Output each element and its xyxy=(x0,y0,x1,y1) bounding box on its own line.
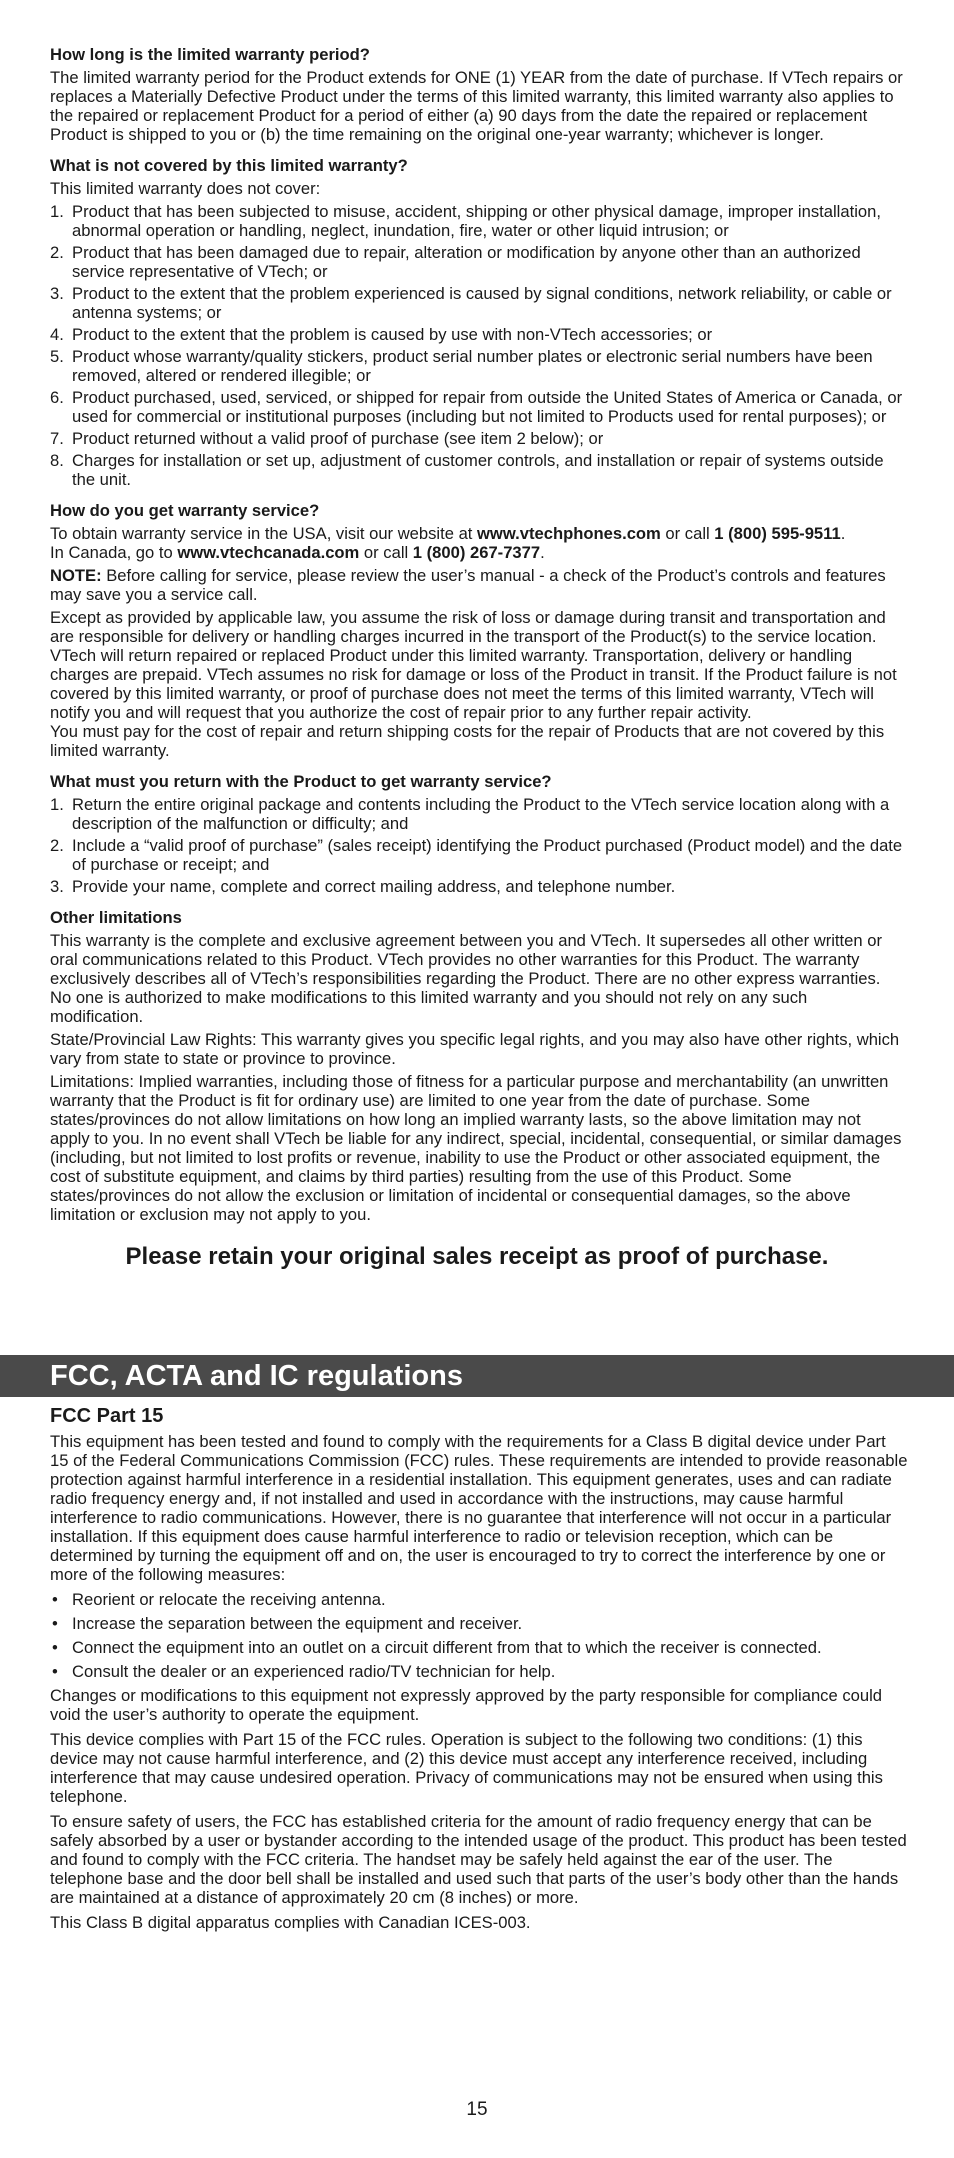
rf-safety-paragraph: To ensure safety of users, the FCC has established criteria for the amount of radio frequency energy that can be safely absorbed by a user or bystander according to the intended usage of the product. This product has been tested and found to comply with the FCC criteria. The handset may be safely held against the ear of the user. The telephone base and the door bell shall be installed and used such that parts of the user’s body other than the hands are maintained at a distance of approximately 20 cm (8 inches) or more. xyxy=(50,1812,907,1907)
list-number: 5. xyxy=(50,347,64,366)
list-text: Product returned without a valid proof of purchase (see item 2 below); or xyxy=(72,429,604,448)
usa-phone: 1 (800) 595-9511 xyxy=(714,524,841,543)
list-item xyxy=(50,325,904,344)
limitations-paragraph: Limitations: Implied warranties, including those of fitness for a particular purpose and merchantability (an unwritten warranty that the Product is fit for ordinary use) are limited to one year from the date of purchase. Some states/provinces do not allow limitations on how long an implied warranty lasts, so the above limitation may not apply to you. In no event shall VTech be liable for any indirect, special, incidental, consequential, or similar damages (including, but not limited to lost profits or revenue, inability to use the Product or other associated equipment, the cost of substitute equipment, and claims by third parties) resulting from the use of this Product. Some states/provinces do not allow the exclusion or limitation of incidental or consequential damages, so the above limitation or exclusion may not apply to you. xyxy=(50,1072,902,1224)
must-return-heading: What must you return with the Product to get warranty service? xyxy=(50,772,552,791)
list-item xyxy=(50,795,904,833)
list-item xyxy=(50,1614,908,1633)
list-item xyxy=(50,429,904,448)
fcc-section-banner xyxy=(0,1355,954,1397)
list-text: Charges for installation or set up, adjustment of customer controls, and installation or repair of systems outside the unit. xyxy=(72,451,884,489)
not-covered-intro: This limited warranty does not cover: xyxy=(50,179,321,198)
canada-mid: or call xyxy=(359,543,413,562)
ices-paragraph: This Class B digital apparatus complies with Canadian ICES-003. xyxy=(50,1913,531,1932)
list-item xyxy=(50,836,904,874)
usa-end: . xyxy=(840,524,846,543)
list-number: 2. xyxy=(50,243,64,262)
list-number: 1. xyxy=(50,202,64,221)
fcc-compliance-paragraph: This equipment has been tested and found to comply with the requirements for a Class B digital device under Part 15 of the Federal Communications Commission (FCC) rules. These requirements are intended to provide reasonable protection against harmful interference in a residential installation. This equipment generates, uses and can radiate radio frequency energy and, if not installed and used in accordance with the instructions, may cause harmful interference to radio communications. However, there is no guarantee that interference will not occur in a particular installation. If this equipment does cause harmful interference to radio or television reception, which can be determined by turning the equipment off and on, the user is encouraged to try to correct the interference by one or more of the following measures: xyxy=(50,1432,908,1584)
canada-phone: 1 (800) 267-7377 xyxy=(412,543,541,562)
repair-cost-paragraph: You must pay for the cost of repair and return shipping costs for the repair of Products that are not covered by this limited warranty. xyxy=(50,722,885,760)
list-number: 3. xyxy=(50,284,64,303)
usa-prefix: To obtain warranty service in the USA, visit our website at xyxy=(50,524,478,543)
list-number: 1. xyxy=(50,795,64,814)
service-note xyxy=(50,566,904,604)
list-item xyxy=(50,877,904,896)
canada-website-link[interactable]: www.vtechcanada.com xyxy=(177,543,360,562)
not-covered-heading: What is not covered by this limited warranty? xyxy=(50,156,408,175)
list-text: Product whose warranty/quality stickers, product serial number plates or electronic serial numbers have been removed, altered or rendered illegible; or xyxy=(72,347,873,385)
list-item xyxy=(50,1590,908,1609)
list-number: 6. xyxy=(50,388,64,407)
warranty-period-heading: How long is the limited warranty period? xyxy=(50,45,370,64)
law-rights-paragraph: State/Provincial Law Rights: This warranty gives you specific legal rights, and you may also have other rights, which vary from state to state or province to province. xyxy=(50,1030,900,1068)
not-covered-section xyxy=(50,156,904,489)
canada-end: . xyxy=(540,543,545,562)
usa-website-link[interactable]: www.vtechphones.com xyxy=(477,524,661,543)
modifications-paragraph: Changes or modifications to this equipment not expressly approved by the party responsible for compliance could void the user’s authority to operate the equipment. xyxy=(50,1686,882,1724)
list-item xyxy=(50,451,904,489)
agreement-paragraph: This warranty is the complete and exclusive agreement between you and VTech. It supersedes all other written or oral communications related to this Product. VTech provides no other warranties for this Product. The warranty exclusively describes all of VTech’s responsibilities regarding the Product. There are no other express warranties. No one is authorized to make modifications to this limited warranty and you should not rely on any such modification. xyxy=(50,931,882,1026)
list-item xyxy=(50,388,904,426)
list-number: 3. xyxy=(50,877,64,896)
other-limitations-heading: Other limitations xyxy=(50,908,182,927)
get-service-heading: How do you get warranty service? xyxy=(50,501,320,520)
list-item xyxy=(50,347,904,385)
fcc-measures-list xyxy=(50,1590,908,1681)
list-text: Product that has been subjected to misuse, accident, shipping or other physical damage, improper installation, abnormal operation or handling, neglect, inundation, fire, water or other liquid intrusion; or xyxy=(72,202,881,240)
list-number: 8. xyxy=(50,451,64,470)
canada-prefix: In Canada, go to xyxy=(50,543,178,562)
list-item xyxy=(50,202,904,240)
note-text: Before calling for service, please review the user’s manual - a check of the Product’s controls and features may save you a service call. xyxy=(50,566,886,604)
list-text: Return the entire original package and contents including the Product to the VTech service location along with a description of the malfunction or difficulty; and xyxy=(72,795,890,833)
bullet-icon: • xyxy=(52,1614,58,1633)
get-service-section xyxy=(50,501,904,760)
list-text: Product to the extent that the problem is caused by use with non-VTech accessories; or xyxy=(72,325,713,344)
list-number: 2. xyxy=(50,836,64,855)
note-label: NOTE: xyxy=(50,566,102,585)
bullet-icon: • xyxy=(52,1590,58,1609)
list-number: 4. xyxy=(50,325,64,344)
must-return-list xyxy=(50,795,904,896)
list-text: Increase the separation between the equipment and receiver. xyxy=(72,1614,523,1633)
list-text: Reorient or relocate the receiving antenna. xyxy=(72,1590,386,1609)
list-text: Consult the dealer or an experienced radio/TV technician for help. xyxy=(72,1662,556,1681)
page-number: 15 xyxy=(466,2099,488,2120)
usa-service-line xyxy=(50,524,904,562)
list-text: Include a “valid proof of purchase” (sales receipt) identifying the Product purchased (Product model) and the date of purchase or receipt; and xyxy=(72,836,903,874)
list-text: Product to the extent that the problem experienced is caused by signal conditions, network reliability, or cable or antenna systems; or xyxy=(72,284,892,322)
list-number: 7. xyxy=(50,429,64,448)
not-covered-list xyxy=(50,202,904,489)
conditions-paragraph: This device complies with Part 15 of the FCC rules. Operation is subject to the following two conditions: (1) this device may not cause harmful interference, and (2) this device must accept any interference received, including interference that may cause undesired operation. Privacy of communications may not be ensured when using this telephone. xyxy=(50,1730,883,1806)
list-item xyxy=(50,284,904,322)
other-limitations-section xyxy=(50,908,904,1224)
must-return-section xyxy=(50,772,904,896)
fcc-part15-heading: FCC Part 15 xyxy=(50,1405,164,1427)
fcc-part15-section xyxy=(50,1404,908,1938)
usa-mid: or call xyxy=(660,524,715,543)
list-text: Connect the equipment into an outlet on a circuit different from that to which the receiver is connected. xyxy=(72,1638,822,1657)
bullet-icon: • xyxy=(52,1662,58,1681)
list-item xyxy=(50,1662,908,1681)
retain-receipt-notice: Please retain your original sales receipt as proof of purchase. xyxy=(125,1243,829,1270)
warranty-period-section xyxy=(50,45,904,144)
transit-paragraph: Except as provided by applicable law, you assume the risk of loss or damage during transit and transportation and are responsible for delivery or handling charges incurred in the transport of the Product(s) to the service location. VTech will return repaired or replaced Product under this limited warranty. Transportation, delivery or handling charges are prepaid. VTech assumes no risk for damage or loss of the Product in transit. If the Product failure is not covered by this limited warranty, or proof of purchase does not meet the terms of this limited warranty, VTech will notify you and will request that you authorize the cost of repair prior to any further repair activity. xyxy=(50,608,897,722)
list-item xyxy=(50,243,904,281)
list-item xyxy=(50,1638,908,1657)
warranty-period-body: The limited warranty period for the Product extends for ONE (1) YEAR from the date of purchase. If VTech repairs or replaces a Materially Defective Product under the terms of this limited warranty, this limited warranty also applies to the repaired or replacement Product for a period of either (a) 90 days from the date the repaired or replacement Product is shipped to you or (b) the time remaining on the original one-year warranty; whichever is longer. xyxy=(50,68,903,144)
list-text: Provide your name, complete and correct mailing address, and telephone number. xyxy=(72,877,676,896)
bullet-icon: • xyxy=(52,1638,58,1657)
list-text: Product that has been damaged due to repair, alteration or modification by anyone other than an authorized service representative of VTech; or xyxy=(72,243,861,281)
list-text: Product purchased, used, serviced, or shipped for repair from outside the United States of America or Canada, or used for commercial or institutional purposes (including but not limited to Products used for rental purposes); or xyxy=(72,388,903,426)
fcc-banner-title: FCC, ACTA and IC regulations xyxy=(50,1360,463,1392)
